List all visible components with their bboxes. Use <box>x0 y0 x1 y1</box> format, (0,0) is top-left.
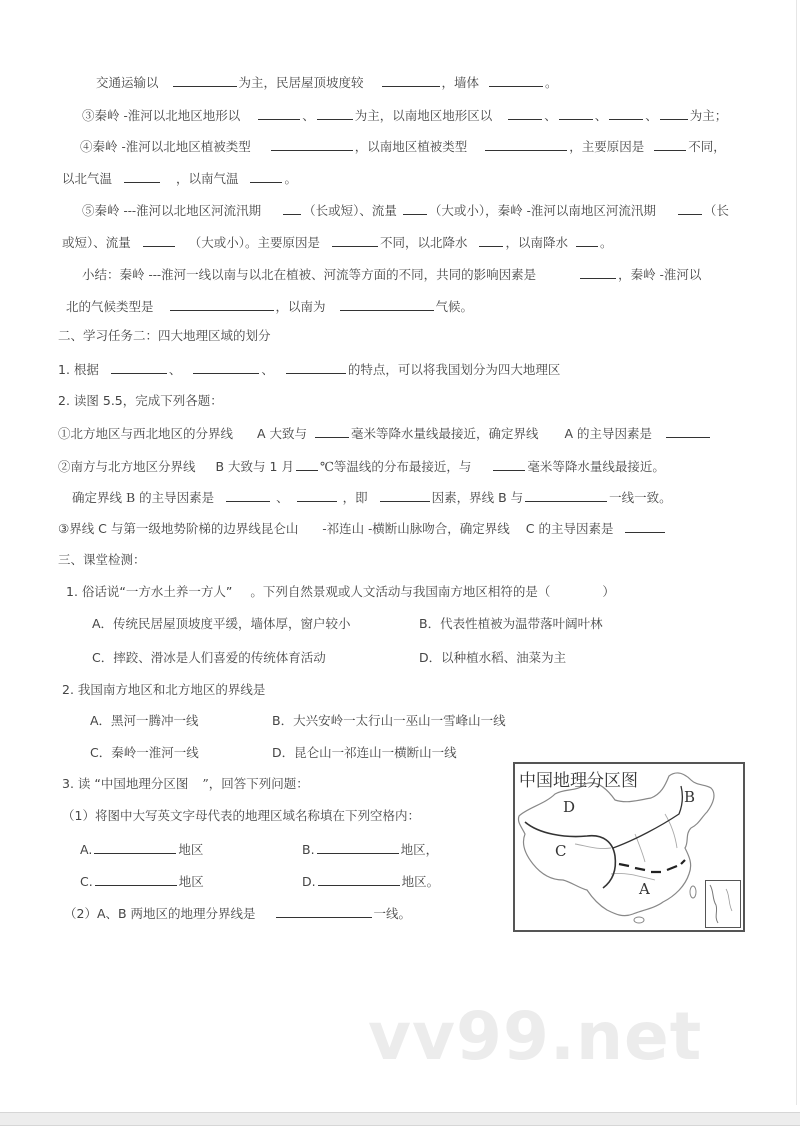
heading-text: 二、学习任务二：四大地理区域的划分 <box>58 328 271 343</box>
text-line <box>62 234 613 251</box>
text: 为主，民居屋顶坡度较 <box>238 75 364 90</box>
question-stem <box>62 682 265 698</box>
text: ，墙体 <box>441 75 480 90</box>
text: ④秦岭 -淮河以北地区植被类型 <box>80 139 251 154</box>
fill-blank[interactable] <box>666 425 710 438</box>
text: A. <box>80 842 93 857</box>
option-text: D．昆仑山一祁连山一横断山一线 <box>272 745 457 760</box>
option-text: A．传统民居屋顶坡度平缓，墙体厚，窗户较小 <box>92 616 351 631</box>
text: 小结：秦岭 ---淮河一线以南与以北在植被、河流等方面的不同，共同的影响因素是 <box>82 267 537 282</box>
text: 为主，以南地区地形区以 <box>354 108 493 123</box>
fill-blank[interactable] <box>625 520 665 533</box>
option-d[interactable] <box>272 745 457 761</box>
text: 1. 俗话说“一方水土养一方人” <box>66 584 233 599</box>
text: 毫米等降水量线最接近。 <box>527 459 665 474</box>
option-c[interactable] <box>90 745 199 761</box>
fill-blank[interactable] <box>111 361 167 374</box>
map-label-d: D <box>563 798 576 816</box>
text: 毫米等降水量线最接近，确定界线 <box>351 426 539 441</box>
fill-blank[interactable] <box>609 107 643 120</box>
fill-blank[interactable] <box>332 234 378 247</box>
text: B 大致与 1 月 <box>215 459 294 474</box>
fill-blank[interactable] <box>258 107 300 120</box>
question-stem <box>62 776 309 792</box>
text: 、 <box>276 490 289 505</box>
text: 或短）、流量 <box>62 235 131 250</box>
option-a[interactable] <box>90 713 199 729</box>
fill-blank[interactable] <box>283 202 301 215</box>
fill-blank[interactable] <box>315 425 349 438</box>
text: （大或小），秦岭 -淮河以南地区河流汛期 <box>428 203 656 218</box>
question-line <box>58 393 223 409</box>
fill-blank[interactable] <box>143 234 175 247</box>
text: 为主； <box>689 108 728 123</box>
option-text: B．大兴安岭一太行山一巫山一雪峰山一线 <box>272 713 506 728</box>
fill-blank[interactable] <box>660 107 688 120</box>
text: A 的主导因素是 <box>564 426 653 441</box>
text-line <box>82 107 727 124</box>
text: ⑤秦岭 ---淮河以北地区河流汛期 <box>82 203 262 218</box>
fill-blank[interactable] <box>678 202 702 215</box>
text: 、 <box>168 362 182 377</box>
fill-blank[interactable] <box>380 489 430 502</box>
text: ，即 <box>342 490 368 505</box>
fill-blank[interactable] <box>559 107 593 120</box>
inset-map-icon <box>706 881 740 927</box>
text: 因素，界线 B 与 <box>431 490 524 505</box>
text: 地区 <box>178 874 204 889</box>
fill-blank[interactable] <box>193 361 259 374</box>
fill-blank[interactable] <box>226 489 270 502</box>
map-label-b: B <box>684 788 696 806</box>
fill-blank[interactable] <box>296 458 318 471</box>
section-heading <box>58 328 271 344</box>
south-sea-inset <box>705 880 741 928</box>
question-line <box>58 425 712 442</box>
text: 、 <box>261 362 274 377</box>
text: B. <box>302 842 315 857</box>
fill-blank[interactable] <box>250 170 282 183</box>
sub-question <box>62 808 420 824</box>
text: ，以南地区植被类型 <box>354 139 468 154</box>
text: ”，回答下列问题： <box>202 776 309 791</box>
text: 1. 根据 <box>58 362 99 377</box>
fill-blank[interactable] <box>479 234 503 247</box>
text: 地区， <box>400 842 439 857</box>
option-text: D．以种植水稻、油菜为主 <box>419 650 567 665</box>
text: 交通运输以 <box>96 75 159 90</box>
text: 确定界线 B 的主导因素是 <box>72 490 215 505</box>
fill-blank[interactable] <box>403 202 427 215</box>
fill-blank[interactable] <box>576 234 598 247</box>
fill-blank[interactable] <box>382 74 440 87</box>
option-c[interactable] <box>92 650 326 666</box>
fill-blank[interactable] <box>173 74 237 87</box>
text: 一线。 <box>373 906 412 921</box>
text: 北的气候类型是 <box>66 299 154 314</box>
text: 不同，以北降水 <box>379 235 468 250</box>
text-line <box>80 138 726 155</box>
text: A 大致与 <box>257 426 308 441</box>
text: 3. 读 “中国地理分区图 <box>62 776 189 791</box>
text: ，以南气温 <box>175 171 239 186</box>
question-line <box>58 361 560 378</box>
heading-text: 三、课堂检测： <box>58 552 146 567</box>
text: 气候。 <box>435 299 474 314</box>
text: （2）A、B 两地区的地理分界线是 <box>64 906 256 921</box>
fill-blank[interactable] <box>654 138 686 151</box>
fill-blank[interactable] <box>276 905 372 918</box>
text: 、 <box>544 108 557 123</box>
fill-blank[interactable] <box>271 138 353 151</box>
option-b[interactable] <box>419 616 603 632</box>
fill-blank[interactable] <box>94 841 176 854</box>
map-title: 中国地理分区图 <box>519 771 638 791</box>
option-text: B．代表性植被为温带落叶阔叶林 <box>419 616 603 631</box>
text: C. <box>80 874 93 889</box>
option-b[interactable] <box>272 713 506 729</box>
fill-row <box>302 841 438 858</box>
text: （长或短）、流量 <box>303 203 397 218</box>
text: （1）将图中大写英文字母代表的地理区域名称填在下列空格内： <box>62 808 420 823</box>
fill-blank[interactable] <box>493 458 525 471</box>
text: 2. 读图 5.5，完成下列各题： <box>58 393 223 408</box>
fill-blank[interactable] <box>580 266 616 279</box>
text: ℃等温线的分布最接近，与 <box>319 459 472 474</box>
option-d[interactable] <box>419 650 566 666</box>
text: 一线一致。 <box>609 490 672 505</box>
fill-blank[interactable] <box>485 138 567 151</box>
text-line <box>82 202 729 219</box>
watermark: vv99.net <box>368 998 703 1075</box>
fill-blank[interactable] <box>317 841 399 854</box>
text: ） <box>602 584 615 599</box>
fill-blank[interactable] <box>525 489 607 502</box>
text: 地区。 <box>401 874 440 889</box>
text: ，主要原因是 <box>569 139 645 154</box>
text: -祁连山 -横断山脉吻合，确定界线 <box>322 521 510 536</box>
text: 的特点，可以将我国划分为四大地理区 <box>347 362 561 377</box>
text: 。 <box>284 171 297 186</box>
text: 。 <box>545 75 558 90</box>
question-stem <box>66 584 615 600</box>
text-line <box>62 170 297 187</box>
text: 以北气温 <box>62 171 113 186</box>
fill-row <box>80 873 204 890</box>
fill-blank[interactable] <box>95 873 177 886</box>
text: ，以南为 <box>275 299 326 314</box>
text: 不同， <box>688 139 726 154</box>
text: 、 <box>302 108 315 123</box>
fill-blank[interactable] <box>124 170 160 183</box>
fill-blank[interactable] <box>508 107 542 120</box>
fill-row <box>80 841 203 858</box>
text: ，秦岭 -淮河以 <box>618 267 702 282</box>
page-separator <box>0 1112 800 1126</box>
text-line <box>66 298 473 315</box>
map-label-a: A <box>639 880 650 898</box>
fill-blank[interactable] <box>318 873 400 886</box>
text: ②南方与北方地区分界线 <box>58 459 196 474</box>
question-line <box>58 520 667 537</box>
map-label-c: C <box>555 842 567 860</box>
text: ①北方地区与西北地区的分界线 <box>58 426 234 441</box>
text-line <box>96 74 558 91</box>
fill-blank[interactable] <box>489 74 543 87</box>
text: D. <box>302 874 316 889</box>
section-heading <box>58 552 146 568</box>
text: 2. 我国南方地区和北方地区的界线是 <box>62 682 266 697</box>
china-region-map <box>513 762 745 932</box>
question-line <box>58 458 665 475</box>
option-a[interactable] <box>92 616 351 632</box>
option-text: C．摔跤、滑冰是人们喜爱的传统体育活动 <box>92 650 326 665</box>
text: ，以南降水 <box>505 235 568 250</box>
fill-blank[interactable] <box>170 298 274 311</box>
text: 。 <box>599 235 613 250</box>
text: 、 <box>645 108 658 123</box>
text: ③秦岭 -淮河以北地区地形以 <box>82 108 241 123</box>
text: 地区 <box>178 842 204 857</box>
question-line <box>72 489 672 506</box>
fill-blank[interactable] <box>340 298 434 311</box>
sub-question <box>64 905 411 922</box>
option-text: A．黑河一腾冲一线 <box>90 713 199 728</box>
text-line <box>82 266 701 283</box>
fill-row <box>302 873 439 890</box>
text: 。下列自然景观或人文活动与我国南方地区相符的是（ <box>250 584 551 599</box>
text: （长 <box>703 203 729 218</box>
text: 、 <box>594 108 608 123</box>
fill-blank[interactable] <box>317 107 353 120</box>
fill-blank[interactable] <box>297 489 337 502</box>
fill-blank[interactable] <box>286 361 346 374</box>
text: （大或小）。主要原因是 <box>188 235 320 250</box>
text: ③界线 C 与第一级地势阶梯的边界线昆仑山 <box>58 521 299 536</box>
text: C 的主导因素是 <box>525 521 614 536</box>
option-text: C．秦岭一淮河一线 <box>90 745 199 760</box>
